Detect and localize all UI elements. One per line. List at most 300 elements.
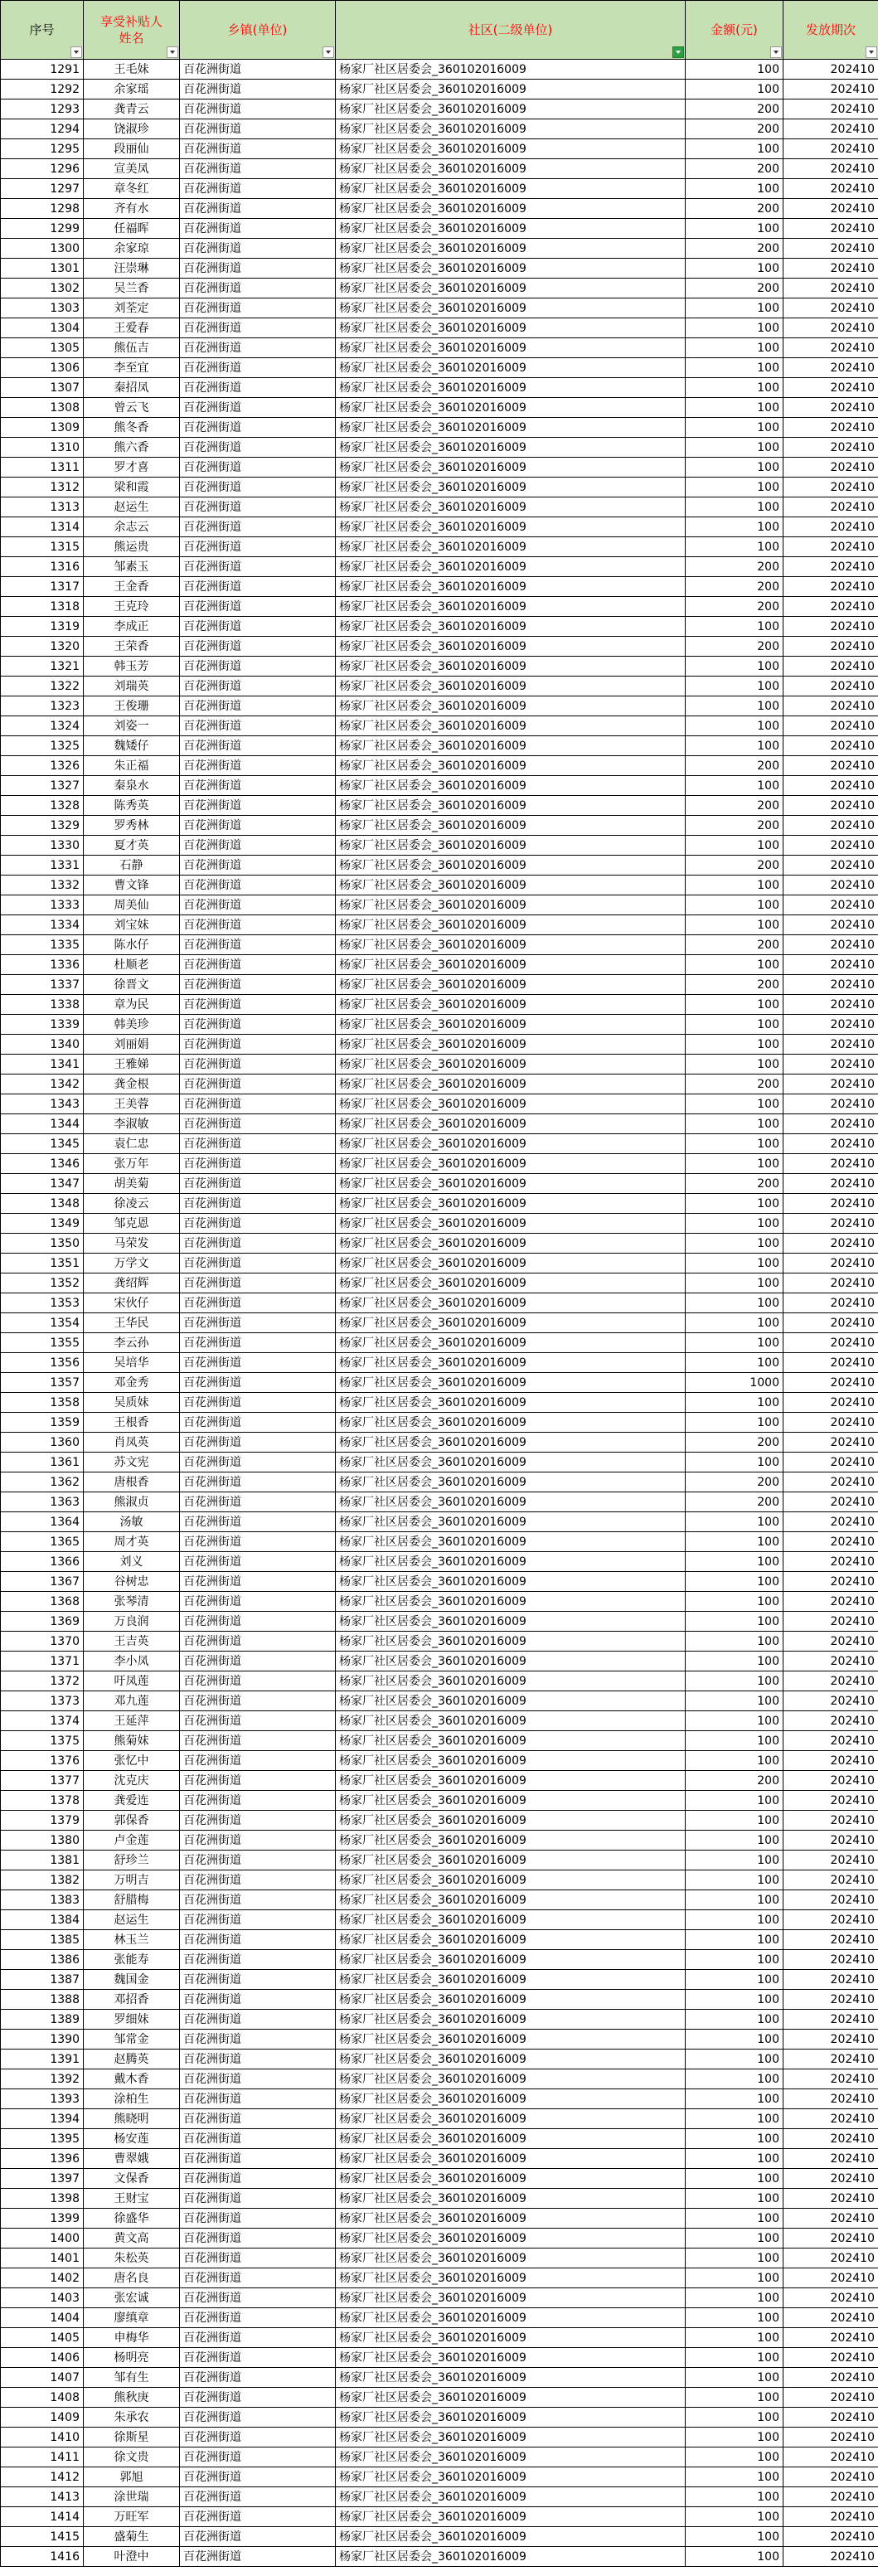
cell-period[interactable]: 202410	[783, 2547, 878, 2567]
cell-community[interactable]: 杨家厂社区居委会_360102016009	[336, 199, 686, 219]
cell-name[interactable]: 刘宝妹	[84, 915, 180, 935]
cell-period[interactable]: 202410	[783, 2487, 878, 2507]
cell-community[interactable]: 杨家厂社区居委会_360102016009	[336, 836, 686, 856]
cell-town[interactable]: 百花洲街道	[180, 1154, 336, 1174]
cell-seq[interactable]: 1313	[1, 497, 84, 517]
cell-town[interactable]: 百花洲街道	[180, 2547, 336, 2567]
cell-amount[interactable]: 100	[686, 1910, 783, 1930]
cell-name[interactable]: 熊淑贞	[84, 1492, 180, 1512]
cell-seq[interactable]: 1385	[1, 1930, 84, 1950]
cell-amount[interactable]: 100	[686, 1313, 783, 1333]
cell-seq[interactable]: 1415	[1, 2527, 84, 2547]
cell-name[interactable]: 万学文	[84, 1254, 180, 1273]
cell-amount[interactable]: 100	[686, 2348, 783, 2368]
cell-town[interactable]: 百花洲街道	[180, 1512, 336, 1532]
cell-community[interactable]: 杨家厂社区居委会_360102016009	[336, 2408, 686, 2428]
cell-amount[interactable]: 100	[686, 1811, 783, 1831]
cell-community[interactable]: 杨家厂社区居委会_360102016009	[336, 1393, 686, 1413]
cell-period[interactable]: 202410	[783, 358, 878, 378]
cell-town[interactable]: 百花洲街道	[180, 975, 336, 995]
cell-town[interactable]: 百花洲街道	[180, 80, 336, 99]
cell-community[interactable]: 杨家厂社区居委会_360102016009	[336, 139, 686, 159]
cell-amount[interactable]: 100	[686, 1234, 783, 1254]
cell-period[interactable]: 202410	[783, 2069, 878, 2089]
cell-town[interactable]: 百花洲街道	[180, 2487, 336, 2507]
cell-period[interactable]: 202410	[783, 1751, 878, 1771]
cell-name[interactable]: 李成正	[84, 617, 180, 637]
cell-amount[interactable]: 100	[686, 1612, 783, 1632]
cell-town[interactable]: 百花洲街道	[180, 2507, 336, 2527]
cell-community[interactable]: 杨家厂社区居委会_360102016009	[336, 955, 686, 975]
cell-town[interactable]: 百花洲街道	[180, 279, 336, 298]
cell-name[interactable]: 熊伍吉	[84, 338, 180, 358]
cell-name[interactable]: 王华民	[84, 1313, 180, 1333]
cell-community[interactable]: 杨家厂社区居委会_360102016009	[336, 2547, 686, 2567]
cell-name[interactable]: 赵运生	[84, 497, 180, 517]
cell-community[interactable]: 杨家厂社区居委会_360102016009	[336, 1413, 686, 1433]
cell-amount[interactable]: 200	[686, 756, 783, 776]
cell-town[interactable]: 百花洲街道	[180, 2348, 336, 2368]
cell-town[interactable]: 百花洲街道	[180, 637, 336, 657]
cell-seq[interactable]: 1306	[1, 358, 84, 378]
cell-seq[interactable]: 1325	[1, 736, 84, 756]
cell-name[interactable]: 齐有水	[84, 199, 180, 219]
cell-period[interactable]: 202410	[783, 756, 878, 776]
cell-name[interactable]: 熊运贵	[84, 537, 180, 557]
cell-seq[interactable]: 1305	[1, 338, 84, 358]
cell-town[interactable]: 百花洲街道	[180, 179, 336, 199]
cell-seq[interactable]: 1365	[1, 1532, 84, 1552]
cell-community[interactable]: 杨家厂社区居委会_360102016009	[336, 1592, 686, 1612]
cell-name[interactable]: 邓金秀	[84, 1373, 180, 1393]
cell-period[interactable]: 202410	[783, 1552, 878, 1572]
cell-name[interactable]: 刘瑞英	[84, 677, 180, 696]
cell-community[interactable]: 杨家厂社区居委会_360102016009	[336, 1990, 686, 2010]
cell-name[interactable]: 王金香	[84, 577, 180, 597]
cell-amount[interactable]: 200	[686, 99, 783, 119]
cell-town[interactable]: 百花洲街道	[180, 1831, 336, 1851]
filter-dropdown-icon[interactable]	[866, 46, 877, 58]
cell-seq[interactable]: 1379	[1, 1811, 84, 1831]
cell-community[interactable]: 杨家厂社区居委会_360102016009	[336, 975, 686, 995]
cell-town[interactable]: 百花洲街道	[180, 557, 336, 577]
cell-name[interactable]: 胡美菊	[84, 1174, 180, 1194]
cell-name[interactable]: 徐文贵	[84, 2447, 180, 2467]
cell-period[interactable]: 202410	[783, 816, 878, 836]
cell-town[interactable]: 百花洲街道	[180, 1970, 336, 1990]
cell-seq[interactable]: 1310	[1, 438, 84, 458]
cell-amount[interactable]: 200	[686, 239, 783, 259]
cell-town[interactable]: 百花洲街道	[180, 1950, 336, 1970]
cell-town[interactable]: 百花洲街道	[180, 995, 336, 1015]
cell-seq[interactable]: 1408	[1, 2388, 84, 2408]
cell-community[interactable]: 杨家厂社区居委会_360102016009	[336, 1970, 686, 1990]
cell-period[interactable]: 202410	[783, 1015, 878, 1035]
cell-seq[interactable]: 1384	[1, 1910, 84, 1930]
cell-town[interactable]: 百花洲街道	[180, 1353, 336, 1373]
cell-town[interactable]: 百花洲街道	[180, 478, 336, 497]
cell-community[interactable]: 杨家厂社区居委会_360102016009	[336, 398, 686, 418]
cell-seq[interactable]: 1334	[1, 915, 84, 935]
cell-amount[interactable]: 100	[686, 2169, 783, 2189]
cell-period[interactable]: 202410	[783, 438, 878, 458]
cell-name[interactable]: 张忆中	[84, 1751, 180, 1771]
cell-name[interactable]: 石静	[84, 856, 180, 876]
cell-period[interactable]: 202410	[783, 478, 878, 497]
cell-seq[interactable]: 1319	[1, 617, 84, 637]
cell-name[interactable]: 吴兰香	[84, 279, 180, 298]
cell-name[interactable]: 秦泉水	[84, 776, 180, 796]
cell-amount[interactable]: 100	[686, 1791, 783, 1811]
cell-period[interactable]: 202410	[783, 398, 878, 418]
cell-town[interactable]: 百花洲街道	[180, 1711, 336, 1731]
cell-period[interactable]: 202410	[783, 2308, 878, 2328]
cell-seq[interactable]: 1374	[1, 1711, 84, 1731]
cell-period[interactable]: 202410	[783, 1114, 878, 1134]
cell-amount[interactable]: 200	[686, 1433, 783, 1453]
cell-period[interactable]: 202410	[783, 378, 878, 398]
cell-period[interactable]: 202410	[783, 776, 878, 796]
cell-town[interactable]: 百花洲街道	[180, 1413, 336, 1433]
cell-period[interactable]: 202410	[783, 2229, 878, 2249]
cell-community[interactable]: 杨家厂社区居委会_360102016009	[336, 2010, 686, 2030]
cell-name[interactable]: 汪崇琳	[84, 259, 180, 279]
cell-town[interactable]: 百花洲街道	[180, 1652, 336, 1671]
cell-community[interactable]: 杨家厂社区居委会_360102016009	[336, 279, 686, 298]
cell-name[interactable]: 周美仙	[84, 895, 180, 915]
cell-community[interactable]: 杨家厂社区居委会_360102016009	[336, 2428, 686, 2447]
cell-community[interactable]: 杨家厂社区居委会_360102016009	[336, 1811, 686, 1831]
cell-name[interactable]: 余家瑶	[84, 80, 180, 99]
cell-name[interactable]: 秦招凤	[84, 378, 180, 398]
cell-town[interactable]: 百花洲街道	[180, 1333, 336, 1353]
cell-amount[interactable]: 200	[686, 1174, 783, 1194]
cell-amount[interactable]: 100	[686, 1950, 783, 1970]
cell-town[interactable]: 百花洲街道	[180, 796, 336, 816]
cell-seq[interactable]: 1315	[1, 537, 84, 557]
cell-amount[interactable]: 100	[686, 219, 783, 239]
cell-town[interactable]: 百花洲街道	[180, 1094, 336, 1114]
cell-seq[interactable]: 1363	[1, 1492, 84, 1512]
cell-amount[interactable]: 100	[686, 955, 783, 975]
cell-period[interactable]: 202410	[783, 517, 878, 537]
cell-name[interactable]: 叶澄中	[84, 2547, 180, 2567]
cell-amount[interactable]: 100	[686, 2467, 783, 2487]
cell-amount[interactable]: 100	[686, 2089, 783, 2109]
cell-community[interactable]: 杨家厂社区居委会_360102016009	[336, 2388, 686, 2408]
cell-town[interactable]: 百花洲街道	[180, 2268, 336, 2288]
cell-community[interactable]: 杨家厂社区居委会_360102016009	[336, 816, 686, 836]
cell-name[interactable]: 涂世瑞	[84, 2487, 180, 2507]
cell-name[interactable]: 吁凤莲	[84, 1671, 180, 1691]
cell-period[interactable]: 202410	[783, 1671, 878, 1691]
cell-seq[interactable]: 1295	[1, 139, 84, 159]
cell-seq[interactable]: 1350	[1, 1234, 84, 1254]
cell-town[interactable]: 百花洲街道	[180, 1811, 336, 1831]
filter-dropdown-icon[interactable]	[323, 46, 334, 58]
cell-amount[interactable]: 100	[686, 1970, 783, 1990]
cell-period[interactable]: 202410	[783, 577, 878, 597]
cell-seq[interactable]: 1316	[1, 557, 84, 577]
cell-seq[interactable]: 1294	[1, 119, 84, 139]
cell-town[interactable]: 百花洲街道	[180, 1612, 336, 1632]
cell-community[interactable]: 杨家厂社区居委会_360102016009	[336, 2507, 686, 2527]
cell-community[interactable]: 杨家厂社区居委会_360102016009	[336, 517, 686, 537]
cell-amount[interactable]: 100	[686, 2288, 783, 2308]
cell-name[interactable]: 王吉英	[84, 1632, 180, 1652]
cell-town[interactable]: 百花洲街道	[180, 1492, 336, 1512]
cell-period[interactable]: 202410	[783, 1890, 878, 1910]
cell-town[interactable]: 百花洲街道	[180, 1632, 336, 1652]
cell-period[interactable]: 202410	[783, 1811, 878, 1831]
cell-period[interactable]: 202410	[783, 856, 878, 876]
cell-community[interactable]: 杨家厂社区居委会_360102016009	[336, 2089, 686, 2109]
cell-community[interactable]: 杨家厂社区居委会_360102016009	[336, 2030, 686, 2050]
cell-community[interactable]: 杨家厂社区居委会_360102016009	[336, 537, 686, 557]
cell-community[interactable]: 杨家厂社区居委会_360102016009	[336, 756, 686, 776]
cell-community[interactable]: 杨家厂社区居委会_360102016009	[336, 80, 686, 99]
cell-town[interactable]: 百花洲街道	[180, 199, 336, 219]
cell-seq[interactable]: 1299	[1, 219, 84, 239]
cell-community[interactable]: 杨家厂社区居委会_360102016009	[336, 2308, 686, 2328]
cell-amount[interactable]: 100	[686, 776, 783, 796]
cell-period[interactable]: 202410	[783, 1313, 878, 1333]
cell-community[interactable]: 杨家厂社区居委会_360102016009	[336, 1910, 686, 1930]
cell-community[interactable]: 杨家厂社区居委会_360102016009	[336, 2268, 686, 2288]
cell-seq[interactable]: 1412	[1, 2467, 84, 2487]
cell-amount[interactable]: 100	[686, 895, 783, 915]
cell-community[interactable]: 杨家厂社区居委会_360102016009	[336, 99, 686, 119]
cell-seq[interactable]: 1328	[1, 796, 84, 816]
cell-period[interactable]: 202410	[783, 239, 878, 259]
cell-community[interactable]: 杨家厂社区居委会_360102016009	[336, 677, 686, 696]
cell-period[interactable]: 202410	[783, 1831, 878, 1851]
cell-community[interactable]: 杨家厂社区居委会_360102016009	[336, 1572, 686, 1592]
cell-amount[interactable]: 100	[686, 398, 783, 418]
cell-seq[interactable]: 1307	[1, 378, 84, 398]
cell-seq[interactable]: 1300	[1, 239, 84, 259]
cell-town[interactable]: 百花洲街道	[180, 1472, 336, 1492]
cell-community[interactable]: 杨家厂社区居委会_360102016009	[336, 1731, 686, 1751]
cell-name[interactable]: 余志云	[84, 517, 180, 537]
cell-name[interactable]: 肖凤英	[84, 1433, 180, 1453]
cell-town[interactable]: 百花洲街道	[180, 2328, 336, 2348]
cell-seq[interactable]: 1373	[1, 1691, 84, 1711]
cell-amount[interactable]: 100	[686, 60, 783, 80]
cell-amount[interactable]: 200	[686, 1075, 783, 1094]
cell-community[interactable]: 杨家厂社区居委会_360102016009	[336, 736, 686, 756]
filter-dropdown-icon[interactable]	[167, 46, 178, 58]
cell-town[interactable]: 百花洲街道	[180, 1273, 336, 1293]
cell-seq[interactable]: 1352	[1, 1273, 84, 1293]
cell-community[interactable]: 杨家厂社区居委会_360102016009	[336, 577, 686, 597]
cell-community[interactable]: 杨家厂社区居委会_360102016009	[336, 1075, 686, 1094]
cell-period[interactable]: 202410	[783, 1214, 878, 1234]
cell-seq[interactable]: 1336	[1, 955, 84, 975]
cell-name[interactable]: 李淑敏	[84, 1114, 180, 1134]
cell-name[interactable]: 舒珍兰	[84, 1851, 180, 1870]
cell-town[interactable]: 百花洲街道	[180, 2189, 336, 2209]
cell-period[interactable]: 202410	[783, 637, 878, 657]
cell-period[interactable]: 202410	[783, 2328, 878, 2348]
cell-name[interactable]: 徐斯星	[84, 2428, 180, 2447]
cell-amount[interactable]: 100	[686, 1652, 783, 1671]
cell-period[interactable]: 202410	[783, 2109, 878, 2129]
cell-seq[interactable]: 1405	[1, 2328, 84, 2348]
cell-community[interactable]: 杨家厂社区居委会_360102016009	[336, 617, 686, 637]
cell-community[interactable]: 杨家厂社区居委会_360102016009	[336, 2129, 686, 2149]
cell-period[interactable]: 202410	[783, 1870, 878, 1890]
cell-seq[interactable]: 1388	[1, 1990, 84, 2010]
cell-name[interactable]: 王毛妹	[84, 60, 180, 80]
cell-seq[interactable]: 1357	[1, 1373, 84, 1393]
cell-amount[interactable]: 100	[686, 1751, 783, 1771]
cell-amount[interactable]: 100	[686, 1214, 783, 1234]
cell-community[interactable]: 杨家厂社区居委会_360102016009	[336, 1273, 686, 1293]
cell-period[interactable]: 202410	[783, 975, 878, 995]
cell-name[interactable]: 熊六香	[84, 438, 180, 458]
cell-name[interactable]: 徐凌云	[84, 1194, 180, 1214]
filter-active-icon[interactable]	[672, 46, 684, 58]
cell-period[interactable]: 202410	[783, 1134, 878, 1154]
cell-amount[interactable]: 200	[686, 816, 783, 836]
cell-name[interactable]: 段丽仙	[84, 139, 180, 159]
cell-town[interactable]: 百花洲街道	[180, 577, 336, 597]
cell-period[interactable]: 202410	[783, 259, 878, 279]
cell-town[interactable]: 百花洲街道	[180, 2527, 336, 2547]
cell-name[interactable]: 熊菊妹	[84, 1731, 180, 1751]
cell-town[interactable]: 百花洲街道	[180, 2109, 336, 2129]
cell-community[interactable]: 杨家厂社区居委会_360102016009	[336, 497, 686, 517]
cell-name[interactable]: 王财宝	[84, 2189, 180, 2209]
cell-community[interactable]: 杨家厂社区居委会_360102016009	[336, 2050, 686, 2069]
cell-period[interactable]: 202410	[783, 895, 878, 915]
cell-community[interactable]: 杨家厂社区居委会_360102016009	[336, 1612, 686, 1632]
cell-amount[interactable]: 100	[686, 1353, 783, 1373]
cell-amount[interactable]: 100	[686, 2229, 783, 2249]
cell-seq[interactable]: 1411	[1, 2447, 84, 2467]
cell-community[interactable]: 杨家厂社区居委会_360102016009	[336, 1552, 686, 1572]
cell-town[interactable]: 百花洲街道	[180, 398, 336, 418]
cell-amount[interactable]: 100	[686, 876, 783, 895]
cell-period[interactable]: 202410	[783, 1472, 878, 1492]
cell-name[interactable]: 曹文锋	[84, 876, 180, 895]
cell-community[interactable]: 杨家厂社区居委会_360102016009	[336, 358, 686, 378]
cell-amount[interactable]: 200	[686, 597, 783, 617]
cell-period[interactable]: 202410	[783, 935, 878, 955]
cell-amount[interactable]: 100	[686, 2189, 783, 2209]
cell-name[interactable]: 杜顺老	[84, 955, 180, 975]
cell-seq[interactable]: 1413	[1, 2487, 84, 2507]
cell-period[interactable]: 202410	[783, 1851, 878, 1870]
cell-period[interactable]: 202410	[783, 2527, 878, 2547]
cell-town[interactable]: 百花洲街道	[180, 2308, 336, 2328]
cell-seq[interactable]: 1323	[1, 696, 84, 716]
cell-amount[interactable]: 200	[686, 935, 783, 955]
cell-town[interactable]: 百花洲街道	[180, 1671, 336, 1691]
cell-seq[interactable]: 1340	[1, 1035, 84, 1055]
cell-community[interactable]: 杨家厂社区居委会_360102016009	[336, 637, 686, 657]
cell-amount[interactable]: 100	[686, 418, 783, 438]
cell-seq[interactable]: 1360	[1, 1433, 84, 1453]
cell-seq[interactable]: 1403	[1, 2288, 84, 2308]
cell-amount[interactable]: 200	[686, 1492, 783, 1512]
cell-amount[interactable]: 100	[686, 1114, 783, 1134]
cell-period[interactable]: 202410	[783, 2030, 878, 2050]
cell-period[interactable]: 202410	[783, 1771, 878, 1791]
cell-town[interactable]: 百花洲街道	[180, 219, 336, 239]
cell-period[interactable]: 202410	[783, 1572, 878, 1592]
cell-period[interactable]: 202410	[783, 1433, 878, 1453]
cell-amount[interactable]: 100	[686, 2209, 783, 2229]
cell-name[interactable]: 熊晓明	[84, 2109, 180, 2129]
cell-seq[interactable]: 1317	[1, 577, 84, 597]
cell-name[interactable]: 熊冬香	[84, 418, 180, 438]
cell-amount[interactable]: 100	[686, 2487, 783, 2507]
cell-period[interactable]: 202410	[783, 2189, 878, 2209]
cell-town[interactable]: 百花洲街道	[180, 497, 336, 517]
cell-town[interactable]: 百花洲街道	[180, 776, 336, 796]
cell-name[interactable]: 魏矮仔	[84, 736, 180, 756]
cell-town[interactable]: 百花洲街道	[180, 2010, 336, 2030]
cell-community[interactable]: 杨家厂社区居委会_360102016009	[336, 478, 686, 497]
cell-name[interactable]: 邓招香	[84, 1990, 180, 2010]
cell-name[interactable]: 万旺军	[84, 2507, 180, 2527]
cell-name[interactable]: 张琴清	[84, 1592, 180, 1612]
cell-town[interactable]: 百花洲街道	[180, 2249, 336, 2268]
cell-seq[interactable]: 1326	[1, 756, 84, 776]
cell-period[interactable]: 202410	[783, 1194, 878, 1214]
cell-community[interactable]: 杨家厂社区居委会_360102016009	[336, 1015, 686, 1035]
cell-seq[interactable]: 1339	[1, 1015, 84, 1035]
cell-town[interactable]: 百花洲街道	[180, 1751, 336, 1771]
cell-town[interactable]: 百花洲街道	[180, 1055, 336, 1075]
cell-town[interactable]: 百花洲街道	[180, 2030, 336, 2050]
cell-seq[interactable]: 1372	[1, 1671, 84, 1691]
cell-amount[interactable]: 100	[686, 318, 783, 338]
cell-amount[interactable]: 100	[686, 696, 783, 716]
cell-amount[interactable]: 100	[686, 1711, 783, 1731]
cell-name[interactable]: 万明吉	[84, 1870, 180, 1890]
cell-community[interactable]: 杨家厂社区居委会_360102016009	[336, 1671, 686, 1691]
cell-community[interactable]: 杨家厂社区居委会_360102016009	[336, 2447, 686, 2467]
cell-community[interactable]: 杨家厂社区居委会_360102016009	[336, 2169, 686, 2189]
cell-town[interactable]: 百花洲街道	[180, 1910, 336, 1930]
cell-community[interactable]: 杨家厂社区居委会_360102016009	[336, 856, 686, 876]
cell-community[interactable]: 杨家厂社区居委会_360102016009	[336, 60, 686, 80]
cell-period[interactable]: 202410	[783, 2467, 878, 2487]
cell-name[interactable]: 林玉兰	[84, 1930, 180, 1950]
cell-name[interactable]: 唐根香	[84, 1472, 180, 1492]
cell-period[interactable]: 202410	[783, 1592, 878, 1612]
cell-name[interactable]: 杨明亮	[84, 2348, 180, 2368]
cell-seq[interactable]: 1406	[1, 2348, 84, 2368]
cell-period[interactable]: 202410	[783, 1373, 878, 1393]
cell-town[interactable]: 百花洲街道	[180, 1572, 336, 1592]
cell-name[interactable]: 曹翠娥	[84, 2149, 180, 2169]
cell-town[interactable]: 百花洲街道	[180, 1393, 336, 1413]
cell-seq[interactable]: 1356	[1, 1353, 84, 1373]
cell-town[interactable]: 百花洲街道	[180, 657, 336, 677]
cell-amount[interactable]: 200	[686, 577, 783, 597]
cell-seq[interactable]: 1391	[1, 2050, 84, 2069]
cell-community[interactable]: 杨家厂社区居委会_360102016009	[336, 1632, 686, 1652]
cell-amount[interactable]: 100	[686, 1094, 783, 1114]
cell-town[interactable]: 百花洲街道	[180, 458, 336, 478]
cell-name[interactable]: 邓九莲	[84, 1691, 180, 1711]
cell-name[interactable]: 李至宜	[84, 358, 180, 378]
cell-seq[interactable]: 1342	[1, 1075, 84, 1094]
